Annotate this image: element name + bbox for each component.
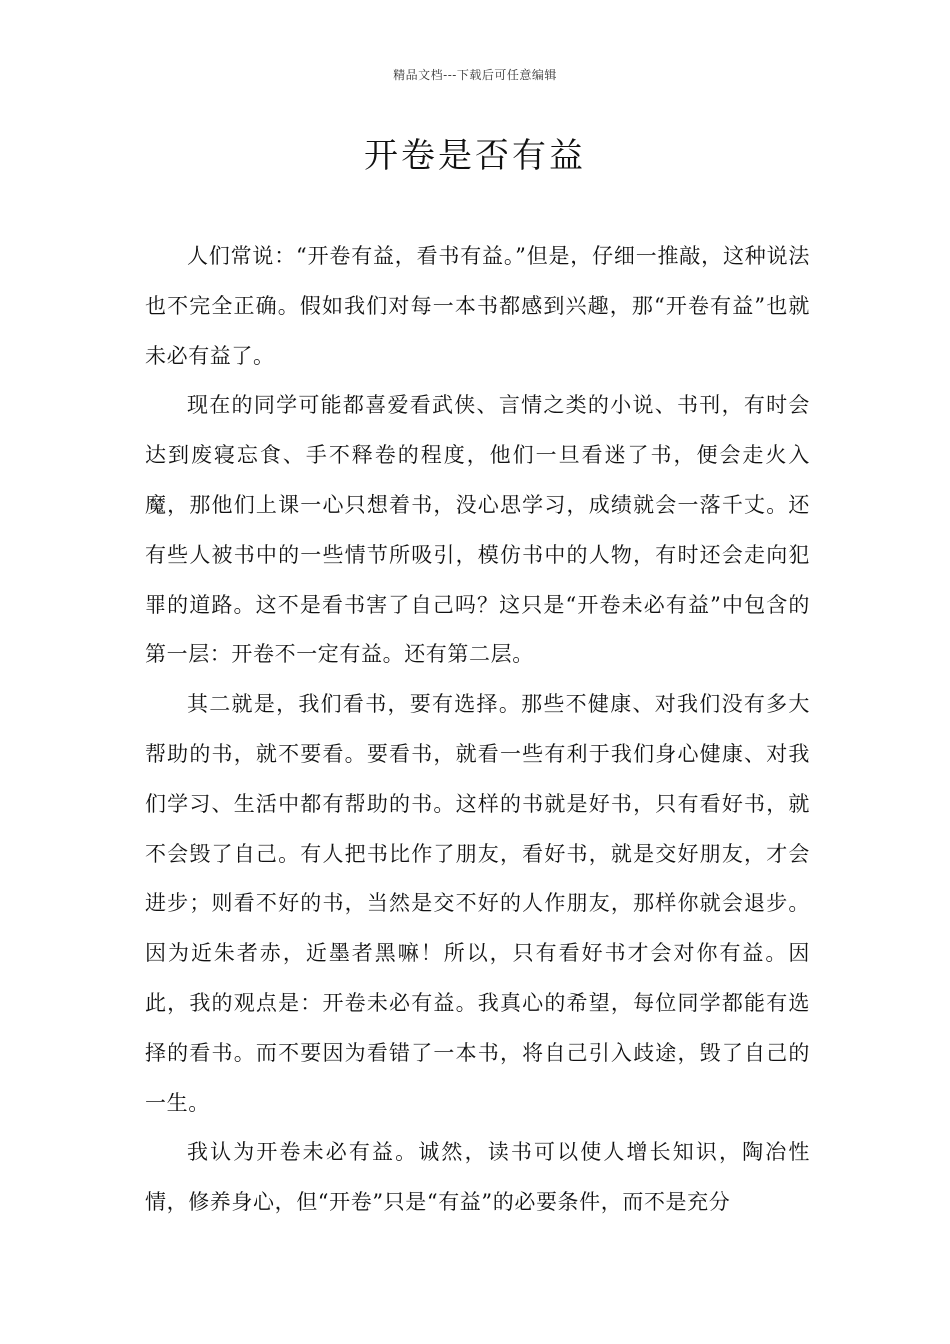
paragraph-1: 人们常说：“开卷有益，看书有益。”但是，仔细一推敲，这种说法也不完全正确。假如我们对每一本书都感到兴趣，那“开卷有益”也就未必有益了。 xyxy=(145,244,810,368)
paragraph-2: 现在的同学可能都喜爱看武侠、言情之类的小说、书刊，有时会达到废寝忘食、手不释卷的程度，他们一旦看迷了书，便会走火入魔，那他们上课一心只想着书，没心思学习，成绩就会一落千丈。还有些人被书中的一些情节所吸引，模仿书中的人物，有时还会走向犯罪的道路。这不是看书害了自己吗？这只是“开卷未必有益”中包含的第一层：开卷不一定有益。还有第二层。 xyxy=(145,393,810,667)
paragraph-3: 其二就是，我们看书，要有选择。那些不健康、对我们没有多大帮助的书，就不要看。要看书，就看一些有利于我们身心健康、对我们学习、生活中都有帮助的书。这样的书就是好书，只有看好书，就不会毁了自己。有人把书比作了朋友，看好书，就是交好朋友，才会进步；则看不好的书，当然是交不好的人作朋友，那样你就会退步。因为近朱者赤，近墨者黑嘛！所以，只有看好书才会对你有益。因此，我的观点是：开卷未必有益。我真心的希望，每位同学都能有选择的看书。而不要因为看错了一本书，将自己引入歧途，毁了自己的一生。 xyxy=(145,692,810,1115)
document-title: 开卷是否有益 xyxy=(364,136,586,176)
document-body xyxy=(145,232,810,1228)
header-note: 精品文档---下载后可任意编辑 xyxy=(393,68,557,82)
paragraph-4: 我认为开卷未必有益。诚然，读书可以使人增长知识，陶冶性情，修养身心，但“开卷”只是“有益”的必要条件，而不是充分 xyxy=(145,1140,810,1215)
